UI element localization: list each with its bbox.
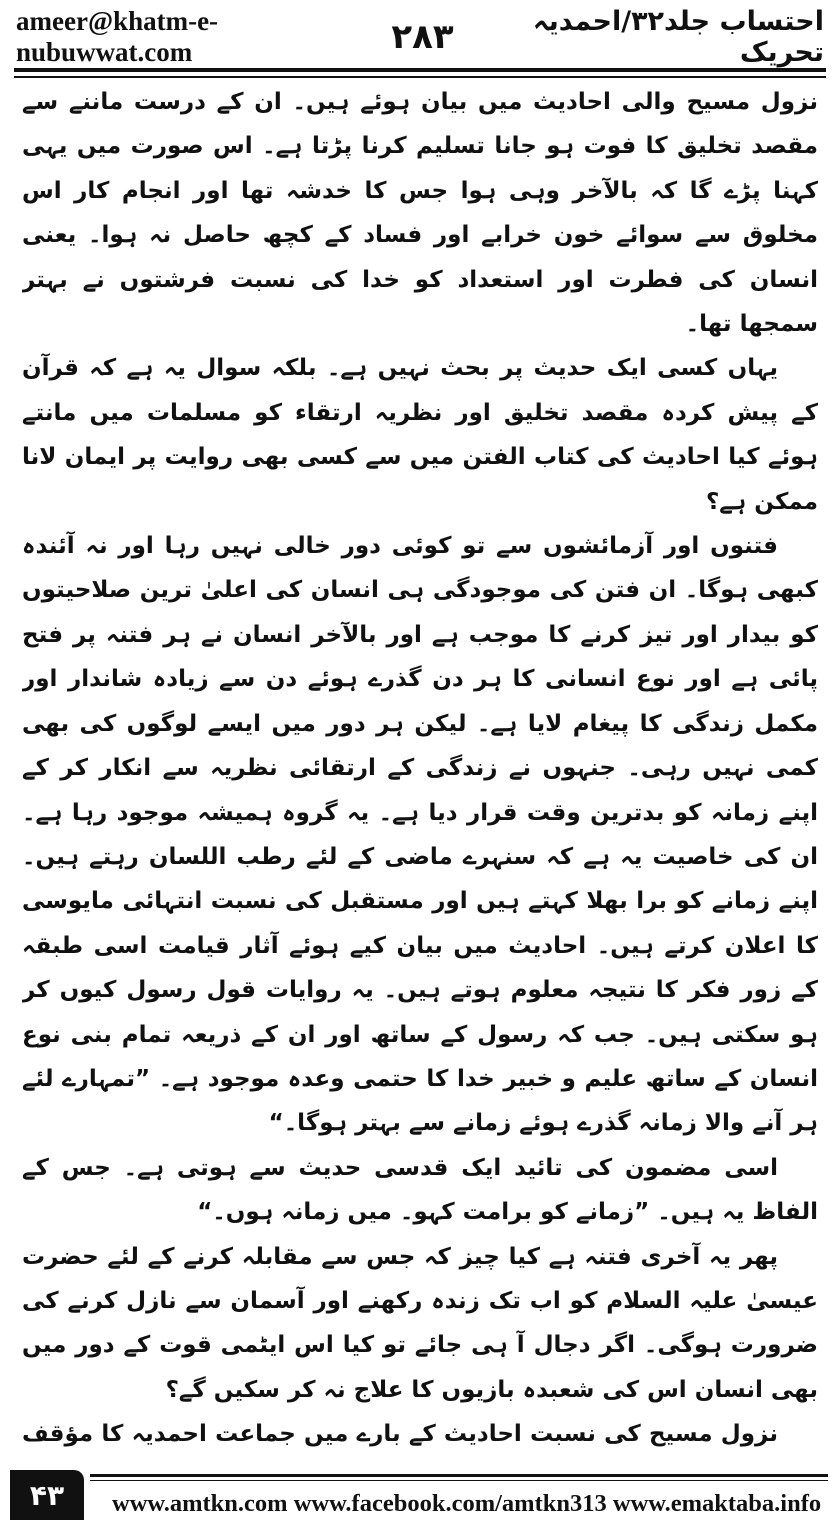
footer-rule-thin — [90, 1480, 828, 1481]
page-header — [16, 8, 824, 66]
paragraph: نزول مسیح والی احادیث میں بیان ہوئے ہیں۔ ان کے درست ماننے سے مقصد تخلیق کا فوت ہو جانا تسلیم کرنا پڑتا ہے۔ اس صورت میں یہی کہنا پڑے گا کہ بالآخر وہی ہوا جس کا خدشہ تھا اور انجام کار اس مخلوق سے سوائے خون خرابے اور فساد کے کچھ حاصل نہ ہوا۔ یعنی انسان کی فطرت اور استعداد کو خدا کی نسبت فرشتوں نے بہتر سمجھا تھا۔ — [22, 89, 818, 338]
header-rule-thick — [14, 68, 826, 72]
paragraph: اسی مضمون کی تائید ایک قدسی حدیث سے ہوتی ہے۔ جس کے الفاظ یہ ہیں۔ ”زمانے کو برامت کہو۔ میں زمانہ ہوں۔“ — [22, 1154, 818, 1226]
book-title: احتساب جلد۳۲/احمدیہ تحریک — [532, 6, 824, 68]
footer-page-badge: ۴۳ — [10, 1470, 84, 1520]
footer-rule-thick — [90, 1474, 828, 1477]
footer-websites: www.amtkn.com www.facebook.com/amtkn313 www.emaktaba.info — [112, 1490, 822, 1517]
header-left — [16, 6, 454, 68]
header-email: ameer@khatm-e-nubuwwat.com — [16, 6, 219, 67]
page-footer — [0, 1468, 840, 1534]
page-number: ۲۸۳ — [391, 17, 454, 57]
paragraph: نزول مسیح کی نسبت احادیث کے بارے میں جماعت احمدیہ کا مؤقف — [22, 1421, 778, 1448]
paragraph: پھر یہ آخری فتنہ ہے کیا چیز کہ جس سے مقابلہ کرنے کے لئے حضرت عیسیٰ علیہ السلام کو اب تک زندہ رکھنے اور آسمان سے نازل کرنے کی ضرورت ہوگی۔ اگر دجال آ ہی جائے تو کیا اس ایٹمی قوت کے دور میں بھی انسان اس کی شعبدہ بازیوں کا علاج نہ کر سکیں گے؟ — [22, 1243, 818, 1403]
paragraph: یہاں کسی ایک حدیث پر بحث نہیں ہے۔ بلکہ سوال یہ ہے کہ قرآن کے پیش کردہ مقصد تخلیق اور نظریہ ارتقاء کو مسلمات میں مانتے ہوئے کیا احادیث کی کتاب الفتن میں سے کسی بھی روایت پر ایمان لانا ممکن ہے؟ — [22, 355, 818, 515]
header-rule-thin — [14, 76, 826, 78]
main-text — [22, 80, 818, 1458]
paragraph: فتنوں اور آزمائشوں سے تو کوئی دور خالی نہیں رہا اور نہ آئندہ کبھی ہوگا۔ ان فتن کی موجودگی ہی انسان کی اعلیٰ ترین صلاحیتوں کو بیدار اور تیز کرنے کا موجب ہے اور بالآخر انسان نے ہر فتنہ پر فتح پائی ہے اور نوع انسانی کا ہر دن گذرے ہوئے دن سے زیادہ شاندار اور مکمل زندگی کا پیغام لایا ہے۔ لیکن ہر دور میں ایسے لوگوں کی بھی کمی نہیں رہی۔ جنہوں نے زندگی کے ارتقائی نظریہ سے انکار کر کے اپنے زمانہ کو بدترین وقت قرار دیا ہے۔ یہ گروہ ہمیشہ موجود رہا ہے۔ ان کی خاصیت یہ ہے کہ سنہرے ماضی کے لئے رطب اللسان رہتے ہیں۔ اپنے زمانے کو برا بھلا کہتے ہیں اور مستقبل کی نسبت انتہائی مایوسی کا اعلان کرتے ہیں۔ احادیث میں بیان کیے ہوئے آثار قیامت اسی طبقہ کے زور فکر کا نتیجہ معلوم ہوتے ہیں۔ یہ روایات قول رسول کیوں کر ہو سکتی ہیں۔ جب کہ رسول کے ساتھ اور ان کے ذریعہ تمام بنی نوع انسان کے ساتھ علیم و خبیر خدا کا حتمی وعدہ موجود ہے۔ ”تمہارے لئے ہر آنے والا زمانہ گذرے ہوئے زمانے سے بہتر ہوگا۔“ — [22, 533, 818, 1137]
